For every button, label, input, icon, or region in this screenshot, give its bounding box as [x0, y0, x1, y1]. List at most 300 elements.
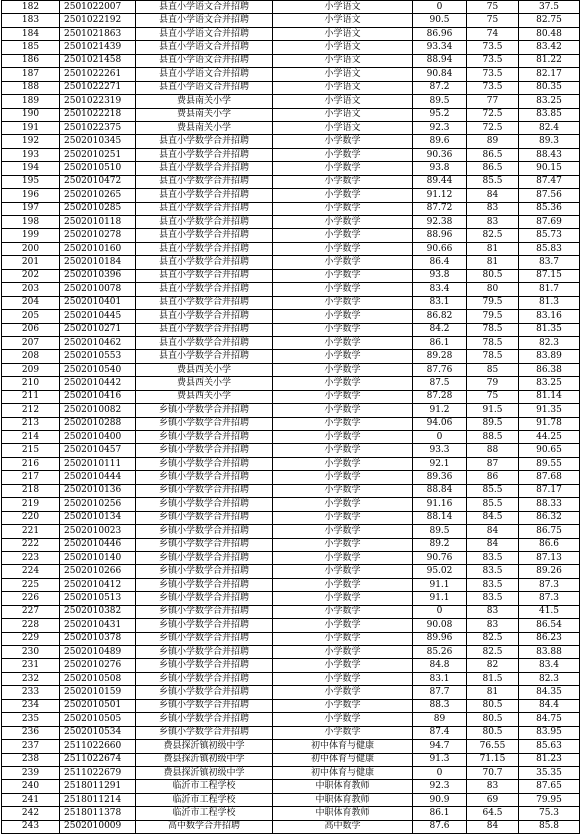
exam-id-cell: 2502010136	[60, 484, 136, 497]
interview-score-cell: 88.96	[413, 229, 467, 242]
table-row	[2, 592, 580, 605]
table-row	[2, 713, 580, 726]
total-score-cell: 82.75	[519, 14, 580, 27]
written-score-cell: 78.5	[467, 350, 519, 363]
written-score-cell: 80.5	[467, 726, 519, 739]
hiring-unit-cell: 县直小学数学合并招聘	[136, 175, 273, 188]
interview-score-cell: 91.3	[413, 753, 467, 766]
exam-id-cell: 2502010285	[60, 202, 136, 215]
row-number-cell: 194	[2, 162, 60, 175]
written-score-cell: 81	[467, 686, 519, 699]
written-score-cell: 71.15	[467, 753, 519, 766]
table-row	[2, 404, 580, 417]
hiring-unit-cell: 县直小学数学合并招聘	[136, 229, 273, 242]
row-number-cell: 217	[2, 471, 60, 484]
table-row	[2, 81, 580, 94]
row-number-cell: 214	[2, 431, 60, 444]
hiring-unit-cell: 县直小学数学合并招聘	[136, 216, 273, 229]
position-cell: 小学数学	[273, 538, 413, 551]
table-row	[2, 471, 580, 484]
exam-id-cell: 2502010118	[60, 216, 136, 229]
written-score-cell: 78.5	[467, 336, 519, 349]
table-row	[2, 148, 580, 161]
exam-id-cell: 2502010540	[60, 363, 136, 376]
exam-id-cell: 2502010553	[60, 350, 136, 363]
hiring-unit-cell: 县直小学数学合并招聘	[136, 148, 273, 161]
exam-id-cell: 2502010265	[60, 189, 136, 202]
written-score-cell: 88	[467, 444, 519, 457]
hiring-unit-cell: 县直小学语文合并招聘	[136, 81, 273, 94]
position-cell: 小学语文	[273, 14, 413, 27]
interview-score-cell: 90.66	[413, 242, 467, 255]
row-number-cell: 224	[2, 565, 60, 578]
hiring-unit-cell: 乡镇小学数学合并招聘	[136, 632, 273, 645]
exam-id-cell: 2502010023	[60, 525, 136, 538]
hiring-unit-cell: 县直小学数学合并招聘	[136, 283, 273, 296]
hiring-unit-cell: 县直小学语文合并招聘	[136, 14, 273, 27]
position-cell: 中职体育教师	[273, 807, 413, 820]
interview-score-cell: 0	[413, 431, 467, 444]
interview-score-cell: 93.34	[413, 41, 467, 54]
position-cell: 小学数学	[273, 457, 413, 470]
interview-score-cell: 86.82	[413, 310, 467, 323]
written-score-cell: 73.5	[467, 41, 519, 54]
written-score-cell: 89.5	[467, 417, 519, 430]
position-cell: 小学数学	[273, 162, 413, 175]
table-row	[2, 189, 580, 202]
position-cell: 小学数学	[273, 713, 413, 726]
written-score-cell: 81	[467, 256, 519, 269]
total-score-cell: 86.54	[519, 619, 580, 632]
written-score-cell: 82	[467, 659, 519, 672]
table-row	[2, 216, 580, 229]
exam-id-cell: 2502010489	[60, 646, 136, 659]
exam-id-cell: 2502010378	[60, 632, 136, 645]
written-score-cell: 80.5	[467, 699, 519, 712]
hiring-unit-cell: 乡镇小学数学合并招聘	[136, 417, 273, 430]
position-cell: 初中体育与健康	[273, 740, 413, 753]
exam-id-cell: 2501022007	[60, 1, 136, 14]
row-number-cell: 235	[2, 713, 60, 726]
hiring-unit-cell: 县直小学数学合并招聘	[136, 350, 273, 363]
hiring-unit-cell: 费县西关小学	[136, 390, 273, 403]
row-number-cell: 184	[2, 27, 60, 40]
exam-id-cell: 2502010111	[60, 457, 136, 470]
interview-score-cell: 89.96	[413, 632, 467, 645]
exam-id-cell: 2502010140	[60, 551, 136, 564]
interview-score-cell: 90.76	[413, 551, 467, 564]
hiring-unit-cell: 乡镇小学数学合并招聘	[136, 619, 273, 632]
interview-score-cell: 87.4	[413, 726, 467, 739]
position-cell: 高中数学	[273, 820, 413, 833]
interview-score-cell: 94.7	[413, 740, 467, 753]
position-cell: 小学数学	[273, 646, 413, 659]
written-score-cell: 89	[467, 135, 519, 148]
written-score-cell: 86	[467, 471, 519, 484]
total-score-cell: 90.15	[519, 162, 580, 175]
exam-id-cell: 2502010345	[60, 135, 136, 148]
row-number-cell: 211	[2, 390, 60, 403]
interview-score-cell: 92.1	[413, 457, 467, 470]
table-row	[2, 551, 580, 564]
total-score-cell: 83.25	[519, 95, 580, 108]
table-row	[2, 538, 580, 551]
position-cell: 小学数学	[273, 551, 413, 564]
exam-id-cell: 2502010276	[60, 659, 136, 672]
hiring-unit-cell: 县直小学数学合并招聘	[136, 242, 273, 255]
total-score-cell: 87.47	[519, 175, 580, 188]
exam-id-cell: 2502010444	[60, 471, 136, 484]
exam-id-cell: 2502010534	[60, 726, 136, 739]
hiring-unit-cell: 县直小学数学合并招聘	[136, 256, 273, 269]
written-score-cell: 80	[467, 283, 519, 296]
score-table	[1, 0, 580, 834]
exam-id-cell: 2511022660	[60, 740, 136, 753]
row-number-cell: 223	[2, 551, 60, 564]
hiring-unit-cell: 乡镇小学数学合并招聘	[136, 699, 273, 712]
total-score-cell: 37.5	[519, 1, 580, 14]
table-row	[2, 726, 580, 739]
total-score-cell: 44.25	[519, 431, 580, 444]
written-score-cell: 86.5	[467, 162, 519, 175]
table-row	[2, 41, 580, 54]
written-score-cell: 82.5	[467, 646, 519, 659]
interview-score-cell: 91.1	[413, 592, 467, 605]
hiring-unit-cell: 县直小学数学合并招聘	[136, 269, 273, 282]
hiring-unit-cell: 临沂市工程学校	[136, 807, 273, 820]
table-row	[2, 417, 580, 430]
total-score-cell: 84.4	[519, 699, 580, 712]
total-score-cell: 83.95	[519, 726, 580, 739]
table-row	[2, 108, 580, 121]
interview-score-cell: 86.4	[413, 256, 467, 269]
position-cell: 小学数学	[273, 431, 413, 444]
exam-id-cell: 2502010462	[60, 336, 136, 349]
hiring-unit-cell: 乡镇小学数学合并招聘	[136, 592, 273, 605]
table-row	[2, 740, 580, 753]
interview-score-cell: 88.14	[413, 511, 467, 524]
exam-id-cell: 2501022319	[60, 95, 136, 108]
table-row	[2, 336, 580, 349]
hiring-unit-cell: 县直小学数学合并招聘	[136, 162, 273, 175]
total-score-cell: 87.15	[519, 269, 580, 282]
interview-score-cell: 0	[413, 1, 467, 14]
position-cell: 小学数学	[273, 511, 413, 524]
interview-score-cell: 90.5	[413, 14, 467, 27]
table-row	[2, 780, 580, 793]
position-cell: 小学语文	[273, 1, 413, 14]
interview-score-cell: 89	[413, 713, 467, 726]
written-score-cell: 83	[467, 605, 519, 618]
interview-score-cell: 86.1	[413, 336, 467, 349]
exam-id-cell: 2501021863	[60, 27, 136, 40]
position-cell: 小学数学	[273, 471, 413, 484]
position-cell: 小学数学	[273, 699, 413, 712]
position-cell: 中职体育教师	[273, 793, 413, 806]
written-score-cell: 70.7	[467, 766, 519, 779]
exam-id-cell: 2502010442	[60, 377, 136, 390]
written-score-cell: 83	[467, 202, 519, 215]
interview-score-cell: 83.1	[413, 296, 467, 309]
position-cell: 小学语文	[273, 54, 413, 67]
position-cell: 小学语文	[273, 121, 413, 134]
exam-id-cell: 2502010457	[60, 444, 136, 457]
total-score-cell: 82.4	[519, 121, 580, 134]
exam-id-cell: 2502010508	[60, 672, 136, 685]
table-row	[2, 699, 580, 712]
table-row	[2, 377, 580, 390]
written-score-cell: 75	[467, 390, 519, 403]
position-cell: 小学数学	[273, 377, 413, 390]
written-score-cell: 80.5	[467, 713, 519, 726]
table-row	[2, 672, 580, 685]
table-row	[2, 457, 580, 470]
written-score-cell: 85.5	[467, 484, 519, 497]
position-cell: 小学数学	[273, 269, 413, 282]
table-row	[2, 605, 580, 618]
row-number-cell: 215	[2, 444, 60, 457]
total-score-cell: 81.7	[519, 283, 580, 296]
position-cell: 小学数学	[273, 296, 413, 309]
position-cell: 小学数学	[273, 363, 413, 376]
exam-id-cell: 2518011378	[60, 807, 136, 820]
total-score-cell: 83.88	[519, 646, 580, 659]
total-score-cell: 79.95	[519, 793, 580, 806]
total-score-cell: 87.69	[519, 216, 580, 229]
table-row	[2, 95, 580, 108]
row-number-cell: 189	[2, 95, 60, 108]
written-score-cell: 84.5	[467, 511, 519, 524]
table-row	[2, 323, 580, 336]
row-number-cell: 220	[2, 511, 60, 524]
position-cell: 小学数学	[273, 135, 413, 148]
hiring-unit-cell: 乡镇小学数学合并招聘	[136, 726, 273, 739]
total-score-cell: 87.65	[519, 780, 580, 793]
total-score-cell: 85.8	[519, 820, 580, 833]
table-row	[2, 525, 580, 538]
interview-score-cell: 89.28	[413, 350, 467, 363]
position-cell: 小学数学	[273, 216, 413, 229]
hiring-unit-cell: 乡镇小学数学合并招聘	[136, 551, 273, 564]
position-cell: 小学数学	[273, 525, 413, 538]
hiring-unit-cell: 县直小学数学合并招聘	[136, 296, 273, 309]
table-row	[2, 511, 580, 524]
position-cell: 小学语文	[273, 41, 413, 54]
row-number-cell: 243	[2, 820, 60, 833]
written-score-cell: 73.5	[467, 54, 519, 67]
table-row	[2, 27, 580, 40]
written-score-cell: 83	[467, 619, 519, 632]
interview-score-cell: 86.96	[413, 27, 467, 40]
position-cell: 小学数学	[273, 565, 413, 578]
row-number-cell: 225	[2, 578, 60, 591]
row-number-cell: 200	[2, 242, 60, 255]
interview-score-cell: 88.3	[413, 699, 467, 712]
written-score-cell: 83	[467, 780, 519, 793]
exam-id-cell: 2502010445	[60, 310, 136, 323]
row-number-cell: 182	[2, 1, 60, 14]
total-score-cell: 83.16	[519, 310, 580, 323]
row-number-cell: 186	[2, 54, 60, 67]
row-number-cell: 193	[2, 148, 60, 161]
row-number-cell: 199	[2, 229, 60, 242]
table-row	[2, 283, 580, 296]
row-number-cell: 229	[2, 632, 60, 645]
written-score-cell: 88.5	[467, 431, 519, 444]
exam-id-cell: 2502010184	[60, 256, 136, 269]
position-cell: 小学数学	[273, 336, 413, 349]
position-cell: 小学数学	[273, 417, 413, 430]
interview-score-cell: 83.1	[413, 672, 467, 685]
row-number-cell: 188	[2, 81, 60, 94]
exam-id-cell: 2502010266	[60, 565, 136, 578]
interview-score-cell: 89.44	[413, 175, 467, 188]
written-score-cell: 75	[467, 14, 519, 27]
written-score-cell: 64.5	[467, 807, 519, 820]
row-number-cell: 241	[2, 793, 60, 806]
position-cell: 小学数学	[273, 484, 413, 497]
interview-score-cell: 90.08	[413, 619, 467, 632]
hiring-unit-cell: 乡镇小学数学合并招聘	[136, 686, 273, 699]
hiring-unit-cell: 费县探沂镇初级中学	[136, 766, 273, 779]
interview-score-cell: 91.12	[413, 189, 467, 202]
written-score-cell: 81.5	[467, 672, 519, 685]
written-score-cell: 82.5	[467, 229, 519, 242]
position-cell: 小学数学	[273, 256, 413, 269]
total-score-cell: 89.55	[519, 457, 580, 470]
row-number-cell: 212	[2, 404, 60, 417]
table-row	[2, 269, 580, 282]
written-score-cell: 83.5	[467, 592, 519, 605]
exam-id-cell: 2501021458	[60, 54, 136, 67]
table-row	[2, 820, 580, 833]
hiring-unit-cell: 乡镇小学数学合并招聘	[136, 646, 273, 659]
written-score-cell: 78.5	[467, 323, 519, 336]
total-score-cell: 87.56	[519, 189, 580, 202]
table-row	[2, 632, 580, 645]
row-number-cell: 210	[2, 377, 60, 390]
written-score-cell: 84	[467, 525, 519, 538]
row-number-cell: 242	[2, 807, 60, 820]
total-score-cell: 85.36	[519, 202, 580, 215]
position-cell: 小学数学	[273, 229, 413, 242]
table-row	[2, 363, 580, 376]
interview-score-cell: 89.2	[413, 538, 467, 551]
position-cell: 小学数学	[273, 323, 413, 336]
exam-id-cell: 2502010472	[60, 175, 136, 188]
hiring-unit-cell: 乡镇小学数学合并招聘	[136, 404, 273, 417]
position-cell: 小学数学	[273, 202, 413, 215]
table-row	[2, 296, 580, 309]
total-score-cell: 86.38	[519, 363, 580, 376]
exam-id-cell: 2511022674	[60, 753, 136, 766]
position-cell: 小学数学	[273, 619, 413, 632]
total-score-cell: 85.63	[519, 740, 580, 753]
position-cell: 小学语文	[273, 95, 413, 108]
written-score-cell: 86.5	[467, 148, 519, 161]
table-row	[2, 390, 580, 403]
table-row	[2, 498, 580, 511]
position-cell: 小学数学	[273, 189, 413, 202]
row-number-cell: 213	[2, 417, 60, 430]
interview-score-cell: 87.7	[413, 686, 467, 699]
position-cell: 小学数学	[273, 686, 413, 699]
hiring-unit-cell: 乡镇小学数学合并招聘	[136, 525, 273, 538]
hiring-unit-cell: 县直小学数学合并招聘	[136, 310, 273, 323]
exam-id-cell: 2502010082	[60, 404, 136, 417]
interview-score-cell: 93.8	[413, 162, 467, 175]
table-row	[2, 565, 580, 578]
table-row	[2, 793, 580, 806]
interview-score-cell: 84.8	[413, 659, 467, 672]
exam-id-cell: 2502010513	[60, 592, 136, 605]
total-score-cell: 35.35	[519, 766, 580, 779]
hiring-unit-cell: 县直小学语文合并招聘	[136, 41, 273, 54]
row-number-cell: 187	[2, 68, 60, 81]
row-number-cell: 203	[2, 283, 60, 296]
hiring-unit-cell: 乡镇小学数学合并招聘	[136, 511, 273, 524]
position-cell: 小学数学	[273, 592, 413, 605]
position-cell: 中职体育教师	[273, 780, 413, 793]
row-number-cell: 191	[2, 121, 60, 134]
written-score-cell: 83.5	[467, 565, 519, 578]
row-number-cell: 238	[2, 753, 60, 766]
written-score-cell: 77	[467, 95, 519, 108]
total-score-cell: 90.65	[519, 444, 580, 457]
hiring-unit-cell: 费县探沂镇初级中学	[136, 753, 273, 766]
position-cell: 小学数学	[273, 175, 413, 188]
row-number-cell: 202	[2, 269, 60, 282]
written-score-cell: 72.5	[467, 108, 519, 121]
written-score-cell: 79.5	[467, 310, 519, 323]
row-number-cell: 230	[2, 646, 60, 659]
total-score-cell: 87.13	[519, 551, 580, 564]
row-number-cell: 205	[2, 310, 60, 323]
row-number-cell: 195	[2, 175, 60, 188]
total-score-cell: 80.35	[519, 81, 580, 94]
hiring-unit-cell: 县直小学语文合并招聘	[136, 68, 273, 81]
interview-score-cell: 0	[413, 605, 467, 618]
row-number-cell: 226	[2, 592, 60, 605]
row-number-cell: 237	[2, 740, 60, 753]
row-number-cell: 207	[2, 336, 60, 349]
table-row	[2, 659, 580, 672]
total-score-cell: 83.42	[519, 41, 580, 54]
position-cell: 小学数学	[273, 148, 413, 161]
position-cell: 小学数学	[273, 283, 413, 296]
exam-id-cell: 2502010160	[60, 242, 136, 255]
written-score-cell: 79.5	[467, 296, 519, 309]
hiring-unit-cell: 县直小学语文合并招聘	[136, 54, 273, 67]
written-score-cell: 75	[467, 1, 519, 14]
written-score-cell: 74	[467, 27, 519, 40]
interview-score-cell: 83.4	[413, 283, 467, 296]
total-score-cell: 81.35	[519, 323, 580, 336]
table-row	[2, 431, 580, 444]
exam-id-cell: 2502010505	[60, 713, 136, 726]
table-row	[2, 256, 580, 269]
hiring-unit-cell: 乡镇小学数学合并招聘	[136, 538, 273, 551]
table-row	[2, 310, 580, 323]
row-number-cell: 233	[2, 686, 60, 699]
position-cell: 小学数学	[273, 390, 413, 403]
exam-id-cell: 2502010251	[60, 148, 136, 161]
written-score-cell: 84	[467, 538, 519, 551]
exam-id-cell: 2502010446	[60, 538, 136, 551]
total-score-cell: 81.3	[519, 296, 580, 309]
interview-score-cell: 87.72	[413, 202, 467, 215]
exam-id-cell: 2502010501	[60, 699, 136, 712]
